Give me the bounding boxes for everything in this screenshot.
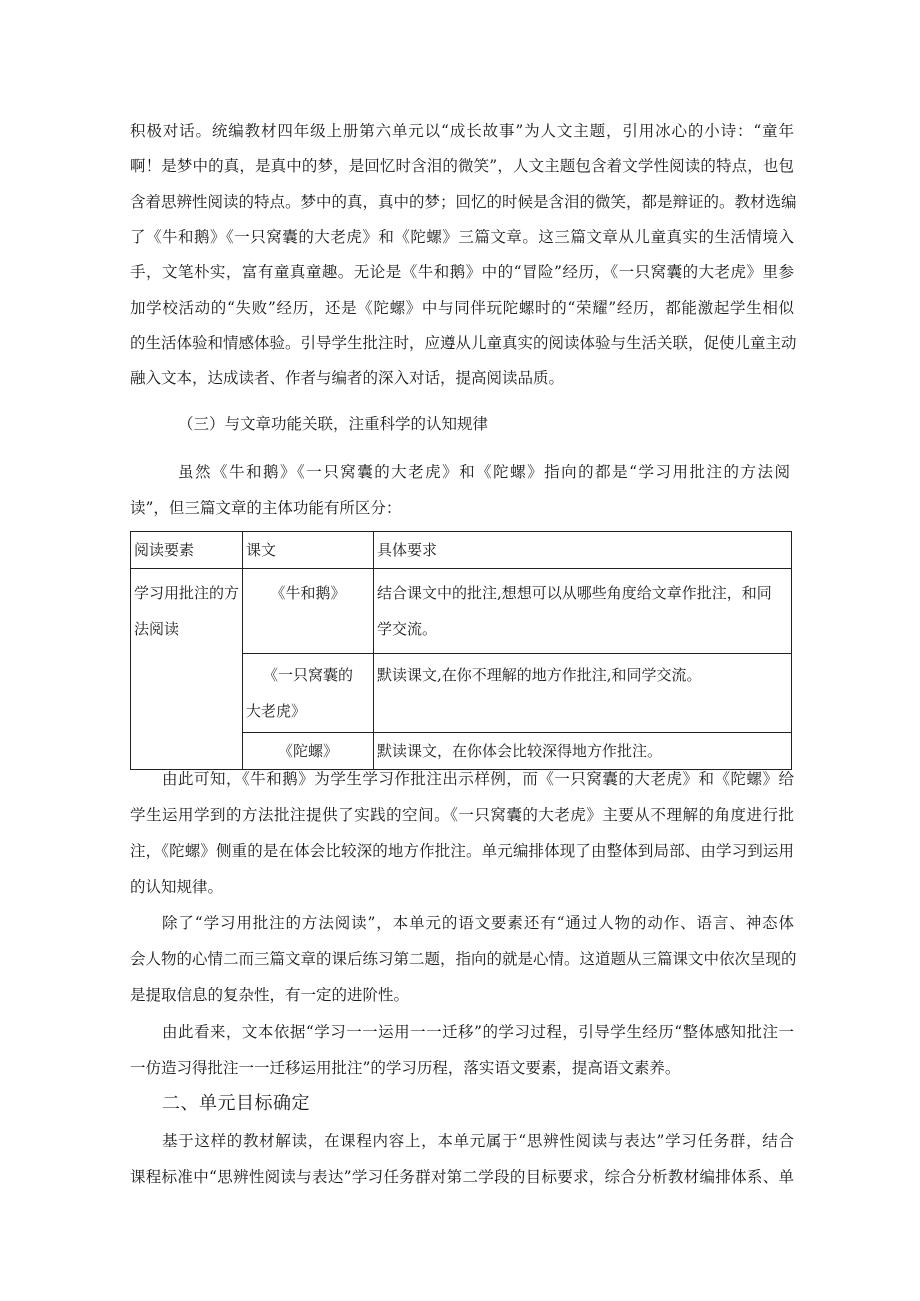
paragraph-1-line: 手，文笔朴实，富有童真童趣。无论是《牛和鹅》中的“冒险”经历，《一只窝囊的大老虎》里参	[130, 263, 794, 281]
paragraph-1-line: 融入文本，达成读者、作者与编者的深入对话，提高阅读品质。	[130, 369, 565, 387]
subheading-3: （三）与文章功能关联，注重科学的认知规律	[178, 415, 489, 433]
reading-element-line: 学习用批注的方	[134, 584, 240, 602]
text-cell	[243, 733, 374, 770]
paragraph-4-line: 一仿造习得批注一一迁移运用批注”的学习历程，落实语文要素，提高语文素养。	[130, 1059, 681, 1077]
requirements-table	[130, 531, 792, 770]
paragraph-3-line: 除了“学习用批注的方法阅读”，本单元的语文要素还有“通过人物的动作、语言、神态体	[162, 914, 794, 932]
requirement-cell	[374, 569, 792, 654]
paragraph-1-line: 的生活体验和情感体验。引导学生批注时，应遵从儿童真实的阅读体验与生活关联，促使儿童主动	[130, 334, 797, 352]
paragraph-2-line: 由此可知，《牛和鹅》为学生学习作批注出示样例，而《一只窝囊的大老虎》和《陀螺》给	[162, 770, 794, 788]
paragraph-2-line: 的认知规律。	[130, 878, 224, 896]
header-text: 课文	[243, 532, 374, 569]
text-cell	[243, 654, 374, 733]
paragraph-2-line: 注，《陀螺》侧重的是在体会比较深的地方作批注。单元编排体现了由整体到局部、由学习到运用	[130, 842, 794, 860]
section-heading-2: 二、单元目标确定	[162, 1093, 310, 1114]
paragraph-3-line: 是提取信息的复杂性，有一定的进阶性。	[130, 986, 410, 1004]
requirement-line: 默读课文，在你体会比较深得地方作批注。	[377, 742, 663, 760]
requirement-line: 学交流。	[377, 620, 438, 638]
requirement-line: 默读课文,在你不理解的地方作批注,和同学交流。	[377, 666, 702, 684]
requirement-line: 结合课文中的批注,想想可以从哪些角度给文章作批注，和同	[377, 584, 772, 602]
text-cell-line: 大老虎》	[246, 702, 307, 720]
paragraph-1-line: 了《牛和鹅》《一只窝囊的大老虎》和《陀螺》三篇文章。这三篇文章从儿童真实的生活情境入	[130, 228, 794, 246]
text-cell-line: 《牛和鹅》	[270, 584, 346, 602]
paragraph-2-line: 学生运用学到的方法批注提供了实践的空间。《一只窝囊的大老虎》主要从不理解的角度进行批	[130, 806, 794, 824]
reading-element-line: 法阅读	[134, 620, 180, 638]
paragraph-3-line: 会人物的心情二而三篇文章的课后练习第二题，指向的就是心情。这道题从三篇课文中依次呈现的	[130, 950, 797, 968]
paragraph-5-line: 课程标准中“思辨性阅读与表达”学习任务群对第二学段的目标要求，综合分析教材编排体系、单	[130, 1168, 794, 1186]
paragraph-5-line: 基于这样的教材解读，在课程内容上，本单元属于“思辨性阅读与表达”学习任务群，结合	[162, 1132, 794, 1150]
text-cell-line: 《陀螺》	[277, 742, 338, 760]
requirement-cell	[374, 654, 792, 733]
text-cell-line: 《一只窝囊的	[262, 666, 353, 684]
table-row	[131, 569, 792, 654]
text-cell	[243, 569, 374, 654]
table-header-row	[131, 532, 792, 569]
requirement-cell	[374, 733, 792, 770]
header-reading-element: 阅读要素	[131, 532, 243, 569]
paragraph-4-line: 由此看来，文本依据“学习一一运用一一迁移”的学习过程，引导学生经历“整体感知批注一	[162, 1023, 794, 1041]
header-requirement: 具体要求	[374, 532, 792, 569]
paragraph-1-line: 加学校活动的“失败”经历，还是《陀螺》中与同伴玩陀螺时的“荣耀”经历，都能激起学生相似	[130, 299, 794, 317]
intro-line: 读”，但三篇文章的主体功能有所区分：	[130, 499, 402, 517]
paragraph-1-line: 含着思辨性阅读的特点。梦中的真，真中的梦；回忆的时候是含泪的微笑，都是辩证的。教材选编	[130, 193, 797, 211]
paragraph-1-line: 啊！是梦中的真，是真中的梦，是回忆时含泪的微笑”，人文主题包含着文学性阅读的特点，也包	[130, 157, 794, 175]
intro-line: 虽然《牛和鹅》《一只窝囊的大老虎》和《陀螺》指向的都是“学习用批注的方法阅	[178, 463, 790, 481]
paragraph-1-line: 积极对话。统编教材四年级上册第六单元以“成长故事”为人文主题，引用冰心的小诗：“童年	[130, 122, 794, 140]
reading-element-cell	[131, 569, 243, 770]
